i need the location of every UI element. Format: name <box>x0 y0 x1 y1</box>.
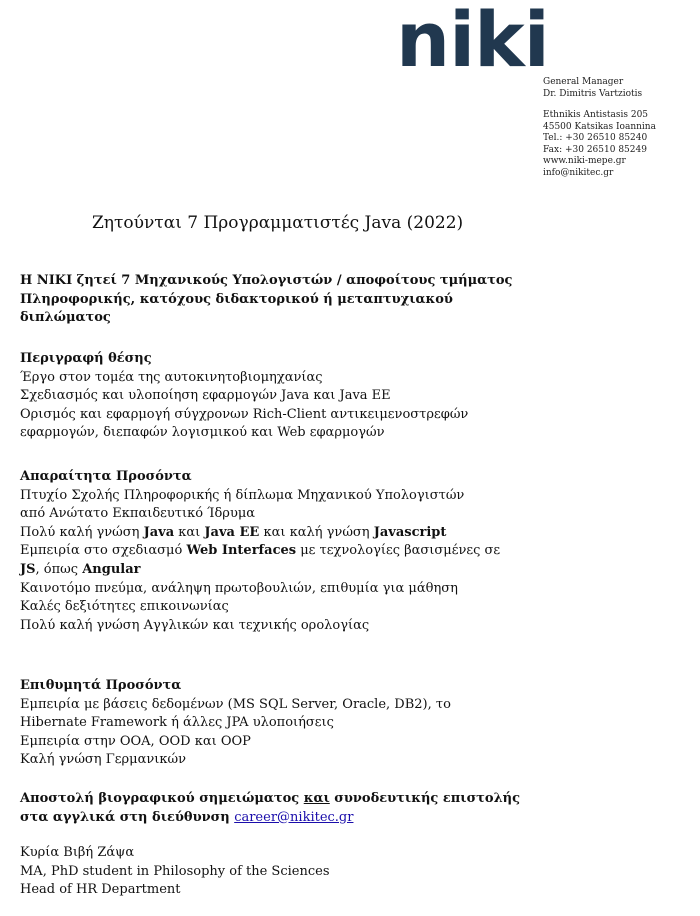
desired-line: Εμπειρία με βάσεις δεδομένων (MS SQL Server, Oracle, DB2), το <box>20 696 451 712</box>
page-title: Ζητούνται 7 Προγραμματιστές Java (2022) <box>92 213 464 233</box>
intro-line: Πληροφορικής, κατόχους διδακτορικού ή μεταπτυχιακού <box>20 291 453 307</box>
signature-degree: MA, PhD student in Philosophy of the Sciences <box>20 863 330 879</box>
application-line-1: Αποστολή βιογραφικού σημειώματος και συνοδευτικής επιστολής <box>20 791 521 806</box>
career-email-link[interactable]: career@nikitec.gr <box>234 809 354 825</box>
intro-line: Η NIKI ζητεί 7 Μηχανικούς Υπολογιστών / αποφοίτους τμήματος <box>20 273 513 288</box>
description-line: Σχεδιασμός και υλοποίηση εφαρμογών Java και Java EE <box>20 388 391 404</box>
contact-website[interactable]: www.niki-mepe.gr <box>543 156 626 166</box>
contact-fax: Fax: +30 26510 85249 <box>543 144 647 155</box>
description-line: εφαρμογών, διεπαφών λογισμικού και Web εφαρμογών <box>20 425 385 441</box>
required-line: Πτυχίο Σχολής Πληροφορικής ή δίπλωμα Μηχανικού Υπολογιστών <box>20 487 465 503</box>
description-heading: Περιγραφή θέσης <box>20 351 152 366</box>
intro-line: διπλώματος <box>20 310 111 326</box>
required-line-java: Πολύ καλή γνώση Java και Java EE και καλή γνώση Javascript <box>20 524 447 540</box>
desired-heading: Επιθυμητά Προσόντα <box>20 678 182 693</box>
required-line: Πολύ καλή γνώση Αγγλικών και τεχνικής ορολογίας <box>20 617 370 633</box>
desired-line: Εμπειρία στην OOA, OOD και OOP <box>20 733 251 749</box>
required-section <box>20 468 620 635</box>
contact-address-line-2: 45500 Katsikas Ioannina <box>543 121 656 132</box>
desired-line: Hibernate Framework ή άλλες JPA υλοποιήσεις <box>20 715 334 731</box>
required-line-js: JS, όπως Angular <box>20 561 141 577</box>
required-line: από Ανώτατο Εκπαιδευτικό Ίδρυμα <box>20 506 256 522</box>
intro-paragraph <box>20 272 620 328</box>
description-line: Έργο στον τομέα της αυτοκινητοβιομηχανίας <box>20 369 323 385</box>
desired-line: Καλή γνώση Γερμανικών <box>20 752 186 768</box>
required-line: Καλές δεξιότητες επικοινωνίας <box>20 599 229 615</box>
contact-name: Dr. Dimitris Vartziotis <box>543 88 643 99</box>
desired-section <box>20 677 620 770</box>
required-heading: Απαραίτητα Προσόντα <box>20 469 192 484</box>
company-logo: niki <box>396 0 549 84</box>
required-line: Καινοτόμο πνεύμα, ανάληψη πρωτοβουλιών, επιθυμία για μάθηση <box>20 580 458 596</box>
signature-name: Κυρία Βιβή Ζάψα <box>20 845 135 860</box>
contact-email[interactable]: info@nikitec.gr <box>543 167 614 178</box>
signature-position: Head of HR Department <box>20 882 181 898</box>
signature-block <box>20 844 620 900</box>
description-section <box>20 350 620 443</box>
contact-address-line-1: Ethnikis Antistasis 205 <box>543 110 649 120</box>
contact-block <box>543 77 698 179</box>
description-line: Ορισμός και εφαρμογή σύγχρονων Rich-Client αντικειμενοστρεφών <box>20 406 469 422</box>
contact-tel: Tel.: +30 26510 85240 <box>543 133 648 143</box>
application-line-2: στα αγγλικά στη διεύθυνση career@nikitec.gr <box>20 809 354 825</box>
contact-role: General Manager <box>543 77 624 87</box>
application-instructions <box>20 790 620 827</box>
required-line-web: Εμπειρία στο σχεδιασμό Web Interfaces με τεχνολογίες βασισμένες σε <box>20 543 501 559</box>
